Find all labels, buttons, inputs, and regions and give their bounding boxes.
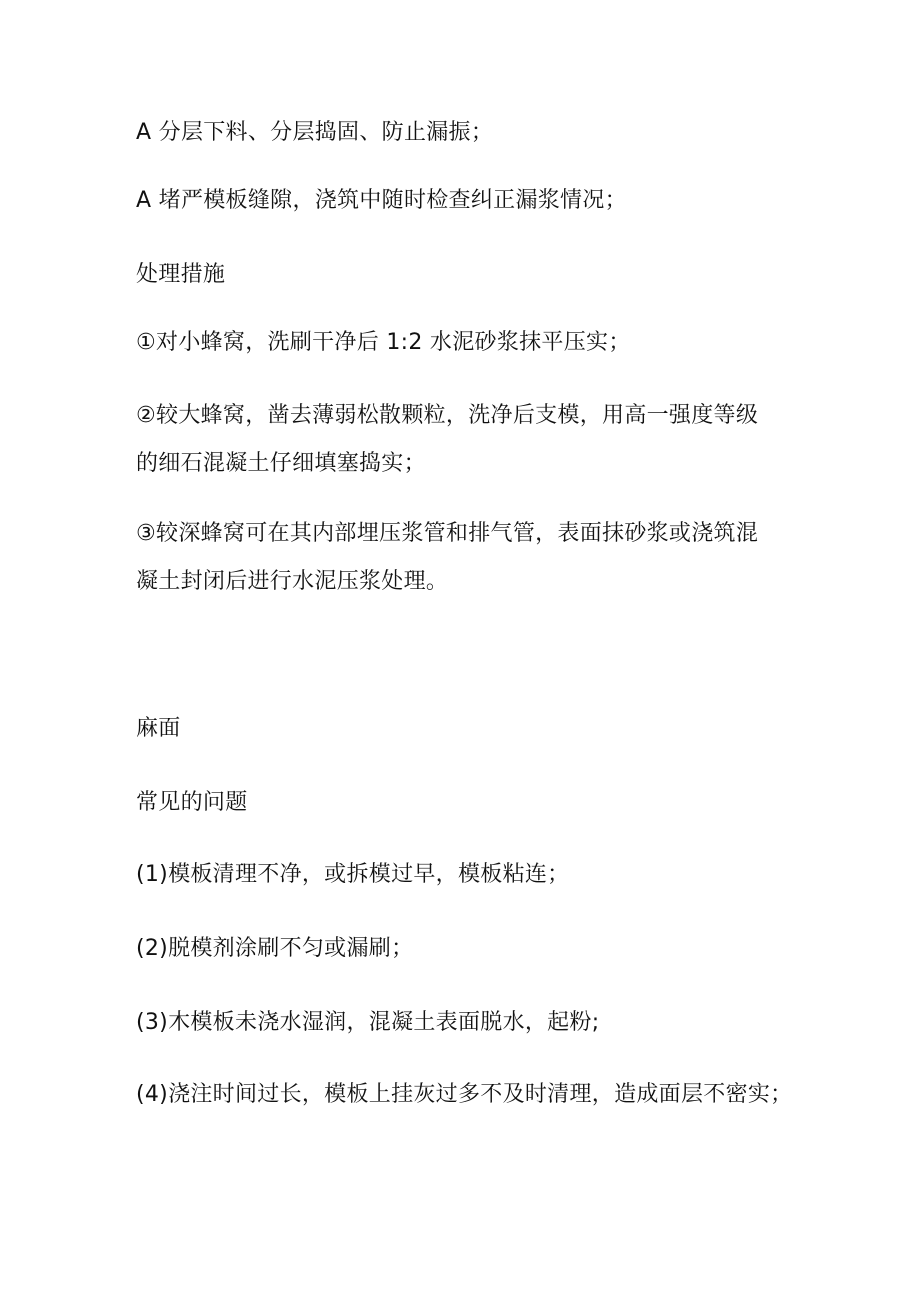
section-title: 麻面 [136,716,181,741]
treatment-item-3: ③较深蜂窝可在其内部埋压浆管和排气管，表面抹砂浆或浇筑混凝土封闭后进行水泥压浆处理。 [136,521,759,594]
prevention-item-2: A 堵严模板缝隙，浇筑中随时检查纠正漏浆情况； [136,188,627,213]
problem-item-2: (2)脱模剂涂刷不匀或漏刷； [136,936,414,961]
treatment-item-2: ②较大蜂窝，凿去薄弱松散颗粒，洗净后支模，用高一强度等级的细石混凝土仔细填塞捣实； [136,403,759,476]
problems-heading: 常见的问题 [136,790,248,815]
problem-item-1: (1)模板清理不净，或拆模过早，模板粘连； [136,862,570,887]
treatment-heading: 处理措施 [136,262,226,287]
problem-item-3: (3)木模板未浇水湿润，混凝土表面脱水，起粉; [136,1010,600,1035]
treatment-item-1: ①对小蜂窝，洗刷干净后 1:2 水泥砂浆抹平压实； [136,330,631,355]
problem-item-4: (4)浇注时间过长，模板上挂灰过多不及时清理，造成面层不密实； [136,1082,793,1107]
prevention-item-1: A 分层下料、分层捣固、防止漏振； [136,120,494,145]
